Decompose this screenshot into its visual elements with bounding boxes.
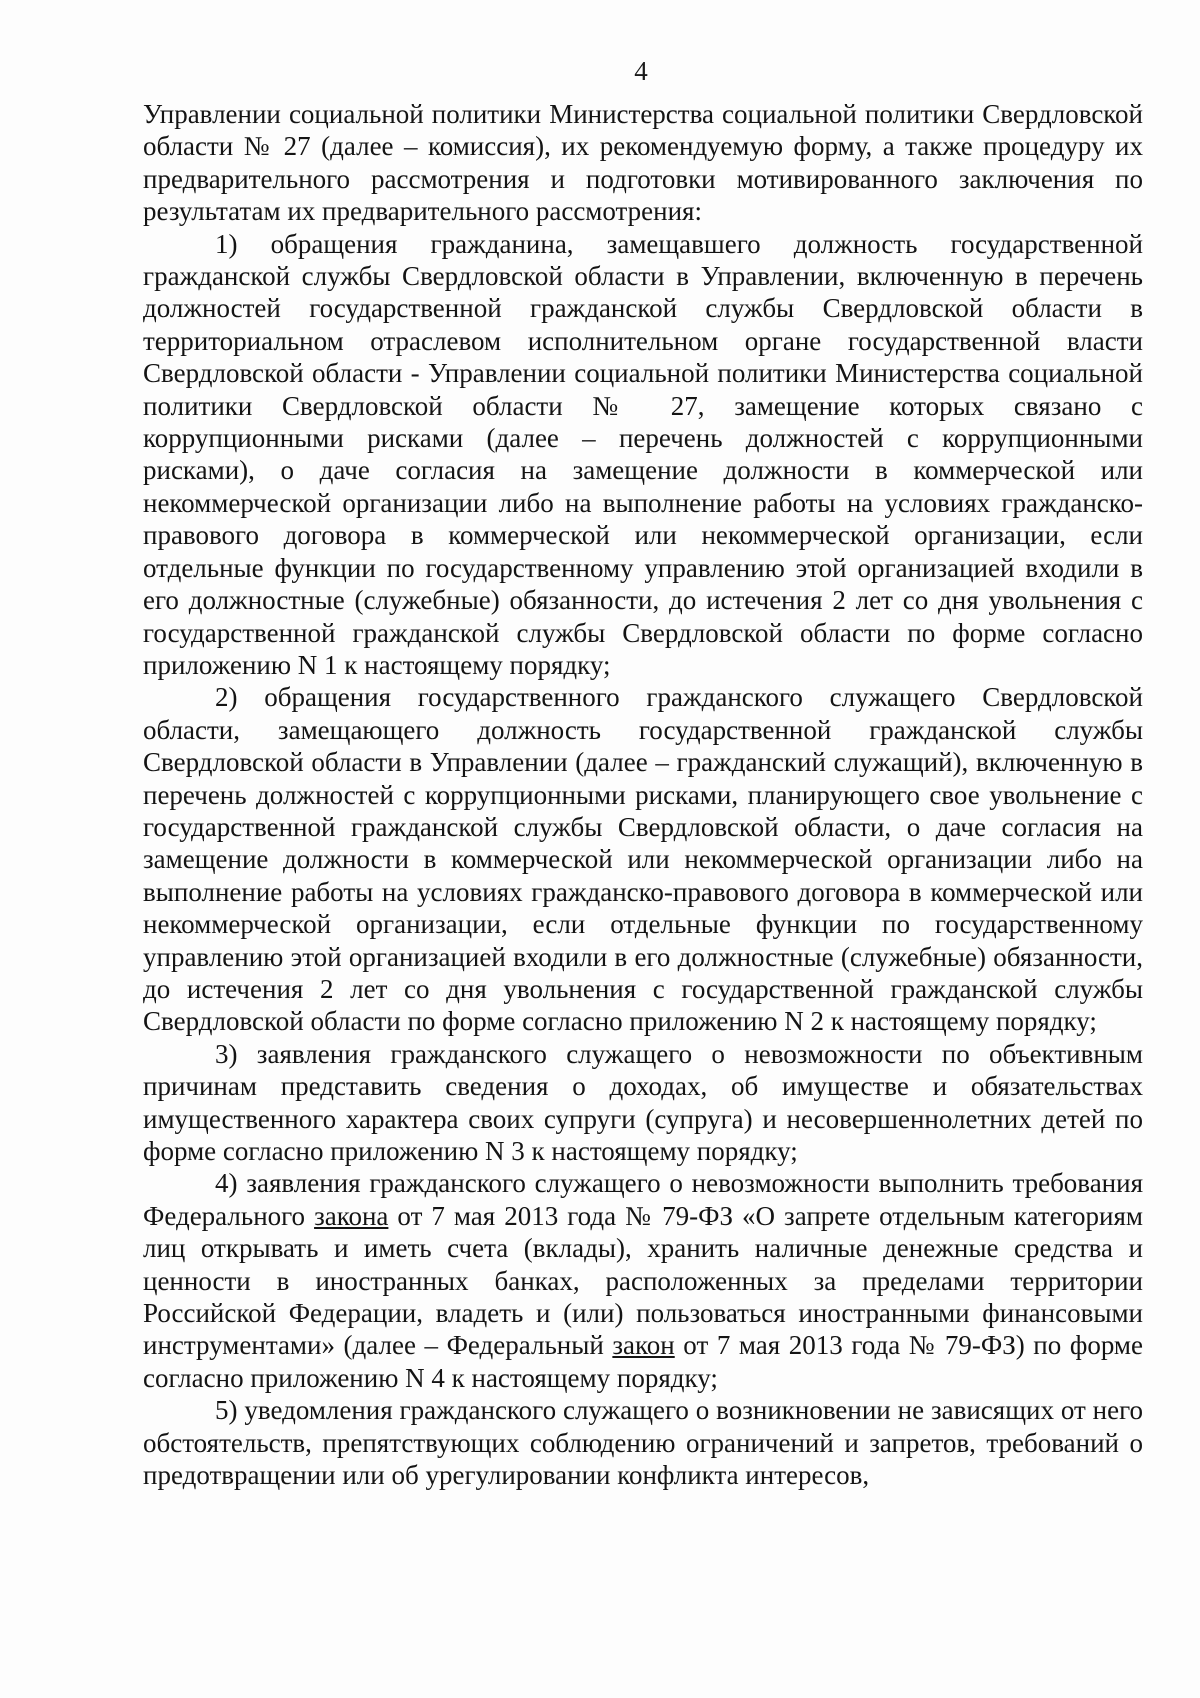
- list-item-4-text-b: от 7 мая 2013 года № 79-ФЗ «О запрете отдельным категориям лиц открывать и иметь счета (вклады), хранить наличные денежные средства и ценности в иностранных банках, расположенных за пределами территории Российской Федерации, владеть и (или) пользоваться иностранными финансовыми инструментами» (далее – Федеральный: [143, 1200, 1143, 1361]
- list-item-4: [143, 1167, 1143, 1394]
- law-reference-link: закона: [314, 1200, 389, 1231]
- list-item-2: 2) обращения государственного гражданского служащего Свердловской области, замещающего должность государственной гражданской службы Свердловской области в Управлении (далее – гражданский служащий), включенную в перечень должностей с коррупционными рисками, планирующего свое увольнение с государственной гражданской службы Свердловской области, о даче согласия на замещение должности в коммерческой или некоммерческой организации либо на выполнение работы на условиях гражданско-правового договора в коммерческой или некоммерческой организации, если отдельные функции по государственному управлению этой организацией входили в его должностные (служебные) обязанности, до истечения 2 лет со дня увольнения с государственной гражданской службы Свердловской области по форме согласно приложению N 2 к настоящему порядку;: [143, 682, 1143, 1037]
- document-body: [143, 98, 1143, 1491]
- page-number: 4: [634, 56, 648, 86]
- intro-paragraph: Управлении социальной политики Министерства социальной политики Свердловской области № 27 (далее – комиссия), их рекомендуемую форму, а также процедуру их предварительного рассмотрения и подготовки мотивированного заключения по результатам их предварительного рассмотрения:: [143, 99, 1143, 227]
- list-item-3: 3) заявления гражданского служащего о невозможности по объективным причинам представить сведения о доходах, об имуществе и обязательствах имущественного характера своих супруги (супруга) и несовершеннолетних детей по форме согласно приложению N 3 к настоящему порядку;: [143, 1038, 1143, 1166]
- list-item-5: 5) уведомления гражданского служащего о возникновении не зависящих от него обстоятельств, препятствующих соблюдению ограничений и запретов, требований о предотвращении или об урегулировании конфликта интересов,: [143, 1395, 1143, 1491]
- list-item-4-text-c: от 7 мая 2013 года № 79-ФЗ) по форме согласно приложению N 4 к настоящему порядку;: [143, 1330, 1143, 1393]
- list-item-1: 1) обращения гражданина, замещавшего должность государственной гражданской службы Свердловской области в Управлении, включенную в перечень должностей государственной гражданской службы Свердловской области в территориальном отраслевом исполнительном органе государственной власти Свердловской области - Управлении социальной политики Министерства социальной политики Свердловской области № 27, замещение которых связано с коррупционными рисками (далее – перечень должностей с коррупционными рисками), о даче согласия на замещение должности в коммерческой или некоммерческой организации либо на выполнение работы на условиях гражданско-правового договора в коммерческой или некоммерческой организации, если отдельные функции по государственному управлению этой организацией входили в его должностные (служебные) обязанности, до истечения 2 лет со дня увольнения с государственной гражданской службы Свердловской области по форме согласно приложению N 1 к настоящему порядку;: [143, 228, 1143, 680]
- law-reference-link-2: закон: [612, 1330, 675, 1361]
- list-item-4-text-a: 4) заявления гражданского служащего о невозможности выполнить требования Федерального: [143, 1168, 1143, 1231]
